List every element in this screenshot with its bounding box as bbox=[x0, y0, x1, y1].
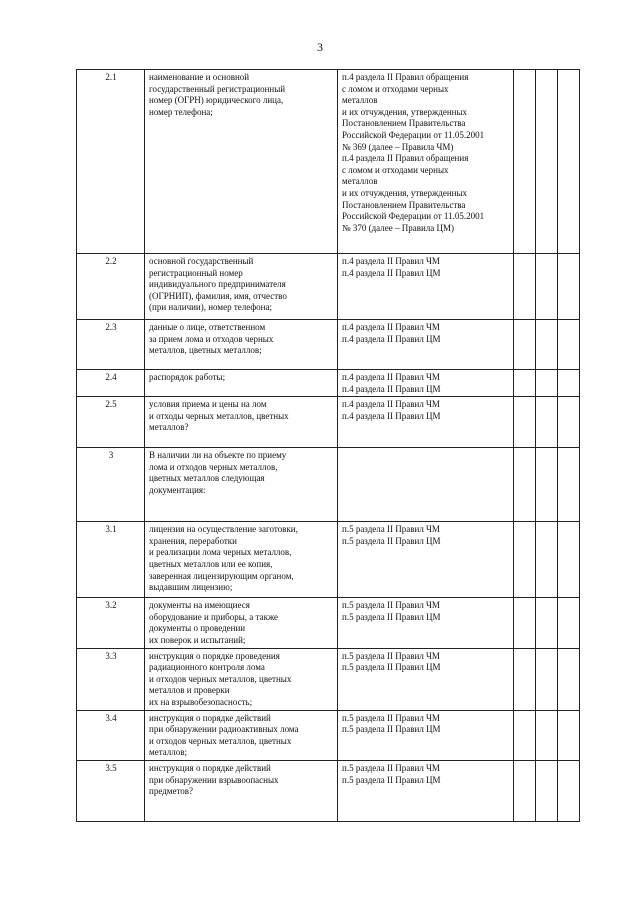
table-row bbox=[77, 320, 580, 370]
answer-cell-no bbox=[536, 710, 558, 760]
row-number: 2.5 bbox=[77, 397, 145, 448]
page-number: 3 bbox=[317, 40, 323, 54]
reference-text: п.5 раздела II Правил ЧМ п.5 раздела II Правил ЦМ bbox=[338, 598, 514, 648]
answer-cell-yes bbox=[514, 760, 536, 821]
checklist-table bbox=[76, 69, 580, 822]
row-number: 3.3 bbox=[77, 648, 145, 710]
row-number: 3 bbox=[77, 448, 145, 522]
answer-cell-not-applicable bbox=[558, 254, 580, 320]
answer-cell-not-applicable bbox=[558, 522, 580, 598]
row-number: 2.1 bbox=[77, 70, 145, 254]
answer-cell-no bbox=[536, 448, 558, 522]
row-number: 2.3 bbox=[77, 320, 145, 370]
row-number: 2.4 bbox=[77, 370, 145, 397]
row-number: 3.4 bbox=[77, 710, 145, 760]
answer-cell-not-applicable bbox=[558, 448, 580, 522]
answer-cell-not-applicable bbox=[558, 397, 580, 448]
table-row bbox=[77, 448, 580, 522]
reference-text: п.4 раздела II Правил обращения с ломом и отходами черных металлов и их отчуждения, утвержденных Постановлением Правительства Российской Федерации от 11.05.2001 № 369 (далее – Правила ЧМ) п.4 раздела II Правил обращения с ломом и отходами черных металлов и их отчуждения, утвержденных Постановлением Правительства Российской Федерации от 11.05.2001 № 370 (далее – Правила ЦМ) bbox=[338, 70, 514, 254]
question-text: наименование и основной государственный регистрационный номер (ОГРН) юридического лица, номер телефона; bbox=[145, 70, 338, 254]
answer-cell-not-applicable bbox=[558, 370, 580, 397]
answer-cell-yes bbox=[514, 648, 536, 710]
answer-cell-not-applicable bbox=[558, 760, 580, 821]
answer-cell-not-applicable bbox=[558, 598, 580, 648]
answer-cell-no bbox=[536, 70, 558, 254]
answer-cell-no bbox=[536, 370, 558, 397]
answer-cell-not-applicable bbox=[558, 710, 580, 760]
answer-cell-no bbox=[536, 522, 558, 598]
reference-text: п.4 раздела II Правил ЧМ п.4 раздела II Правил ЦМ bbox=[338, 320, 514, 370]
answer-cell-no bbox=[536, 320, 558, 370]
table-row bbox=[77, 370, 580, 397]
question-text: основной государственный регистрационный номер индивидуального предпринимателя (ОГРНИП), фамилия, имя, отчество (при наличии), номер телефона; bbox=[145, 254, 338, 320]
answer-cell-yes bbox=[514, 598, 536, 648]
question-text: инструкция о порядке проведения радиационного контроля лома и отходов черных металлов, цветных металлов и проверки их на взрывобезопасность; bbox=[145, 648, 338, 710]
question-text: инструкция о порядке действий при обнаружении взрывоопасных предметов? bbox=[145, 760, 338, 821]
question-text: инструкция о порядке действий при обнаружении радиоактивных лома и отходов черных металлов, цветных металлов; bbox=[145, 710, 338, 760]
row-number: 3.1 bbox=[77, 522, 145, 598]
answer-cell-no bbox=[536, 397, 558, 448]
table-row bbox=[77, 254, 580, 320]
table-row bbox=[77, 760, 580, 821]
answer-cell-no bbox=[536, 598, 558, 648]
answer-cell-yes bbox=[514, 522, 536, 598]
table-row bbox=[77, 397, 580, 448]
row-number: 3.5 bbox=[77, 760, 145, 821]
table-row bbox=[77, 70, 580, 254]
table-row bbox=[77, 522, 580, 598]
answer-cell-not-applicable bbox=[558, 648, 580, 710]
answer-cell-no bbox=[536, 648, 558, 710]
question-text: лицензия на осуществление заготовки, хранения, переработки и реализации лома черных металлов, цветных металлов или ее копия, заверенная лицензирующим органом, выдавшим лицензию; bbox=[145, 522, 338, 598]
answer-cell-no bbox=[536, 760, 558, 821]
table-row bbox=[77, 648, 580, 710]
answer-cell-not-applicable bbox=[558, 70, 580, 254]
answer-cell-no bbox=[536, 254, 558, 320]
reference-text: п.5 раздела II Правил ЧМ п.5 раздела II Правил ЦМ bbox=[338, 648, 514, 710]
reference-text: п.5 раздела II Правил ЧМ п.5 раздела II Правил ЦМ bbox=[338, 710, 514, 760]
reference-text bbox=[338, 448, 514, 522]
question-text: условия приема и цены на лом и отходы черных металлов, цветных металлов? bbox=[145, 397, 338, 448]
row-number: 3.2 bbox=[77, 598, 145, 648]
table-row bbox=[77, 598, 580, 648]
question-text: В наличии ли на объекте по приему лома и отходов черных металлов, цветных металлов следующая документация: bbox=[145, 448, 338, 522]
table-row bbox=[77, 710, 580, 760]
reference-text: п.4 раздела II Правил ЧМ п.4 раздела II Правил ЦМ bbox=[338, 397, 514, 448]
answer-cell-yes bbox=[514, 397, 536, 448]
question-text: данные о лице, ответственном за прием лома и отходов черных металлов, цветных металлов; bbox=[145, 320, 338, 370]
reference-text: п.4 раздела II Правил ЧМ п.4 раздела II Правил ЦМ bbox=[338, 370, 514, 397]
answer-cell-yes bbox=[514, 710, 536, 760]
row-number: 2.2 bbox=[77, 254, 145, 320]
answer-cell-yes bbox=[514, 320, 536, 370]
answer-cell-yes bbox=[514, 70, 536, 254]
answer-cell-not-applicable bbox=[558, 320, 580, 370]
answer-cell-yes bbox=[514, 254, 536, 320]
question-text: документы на имеющиеся оборудование и приборы, а также документы о проведении их поверок и испытаний; bbox=[145, 598, 338, 648]
reference-text: п.4 раздела II Правил ЧМ п.4 раздела II Правил ЦМ bbox=[338, 254, 514, 320]
answer-cell-yes bbox=[514, 448, 536, 522]
reference-text: п.5 раздела II Правил ЧМ п.5 раздела II Правил ЦМ bbox=[338, 760, 514, 821]
answer-cell-yes bbox=[514, 370, 536, 397]
question-text: распорядок работы; bbox=[145, 370, 338, 397]
reference-text: п.5 раздела II Правил ЧМ п.5 раздела II Правил ЦМ bbox=[338, 522, 514, 598]
